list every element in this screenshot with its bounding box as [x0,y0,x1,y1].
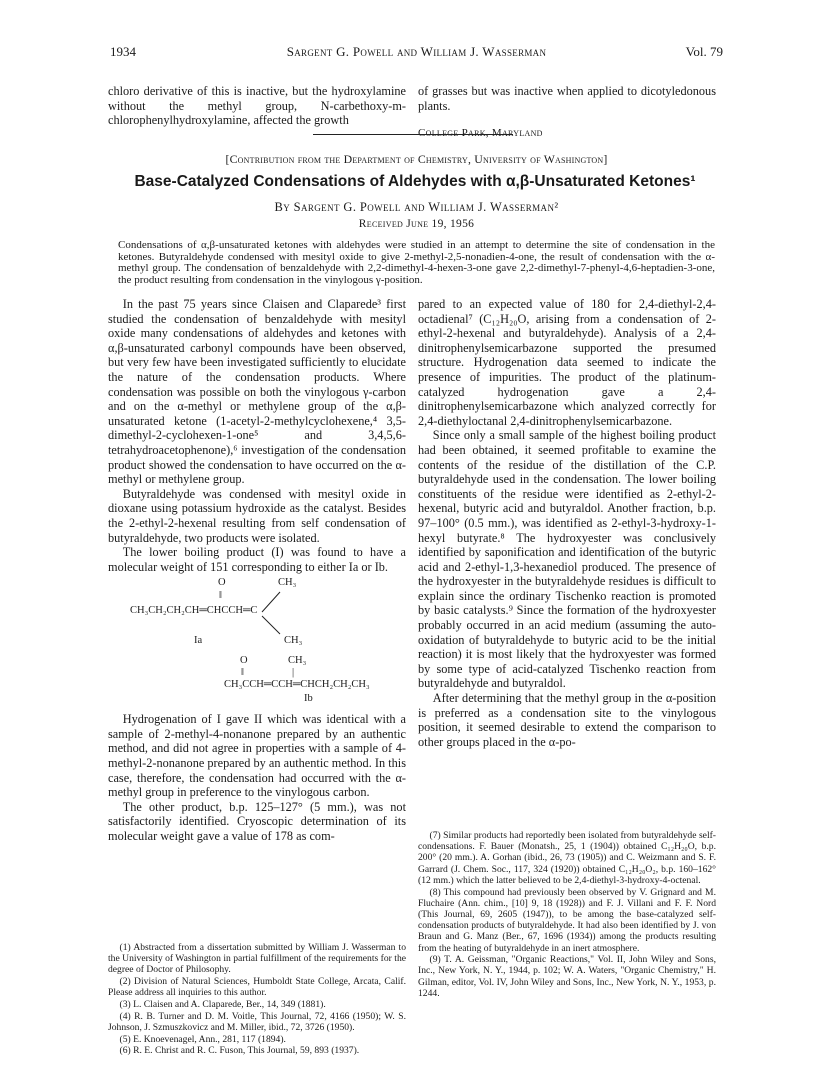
ia-methyl-top: CH₃ [278,577,297,589]
continuation-text-left: chloro derivative of this is inactive, but the hydroxylamine without the methyl group, N-carbethoxy-m-chlorophenylhydroxylamine, affected the growth [108,84,406,128]
ia-oxygen: O [218,577,226,589]
top-left-continuation [108,72,406,140]
ib-formula: CH₃CCH═CCH═CHCH₂CH₂CH₃ [224,679,370,691]
volume-number: Vol. 79 [685,44,723,59]
contribution-line: [Contribution from the Department of Chemistry, University of Washington] [225,152,608,166]
ib-oxygen: O [240,655,248,667]
footnote: (7) Similar products had reportedly been isolated from butyraldehyde self-condensations. F. Bauer (Monatsh., 25, 1 (1904)) obtained C₁₂H₂₀O, b.p. 200° (20 mm.). A. Gorhan (ibid., 26, 73 (1905)) and C. Weizmann and S. F. Garrard (J. Chem. Soc., 117, 324 (1920)) obtained C₁₂H₂₀O₂, b.p. 160–162° (12 mm.) which the latter believed to be 2,4-diethyl-3-hydroxy-4-octenal. [418,830,716,886]
paragraph: Butyraldehyde was condensed with mesityl oxide in dioxane using potassium hydroxide as the catalyst. Besides the 2-ethyl-2-hexenal resulting from self condensation of butyraldehyde, two products were isolated. [108,486,406,545]
right-column [418,297,716,749]
footnote: (9) T. A. Geissman, "Organic Reactions," Vol. II, John Wiley and Sons, Inc., New York, N. Y., 1944, p. 102; W. A. Waters, "Organic Chemistry," H. Gilman, editor, Vol. IV, John Wiley and Sons, Inc., New York, N. Y., 1953, p. 1244. [418,954,716,999]
running-header [110,44,723,62]
footnotes-left [108,942,406,1057]
ia-branch-bonds [258,588,288,638]
paragraph: Since only a small sample of the highest boiling product had been obtained, it seemed profitable to examine the contents of the residue of the distillation of the C.P. butyraldehyde used in the condensation. The lower boiling constituents of the residue were identified as 2-ethyl-2-hexenal, butyric acid and butyraldol. Another fraction, b.p. 97–100° (0.5 mm.), was identified as 2-ethyl-3-hydroxy-1-hexyl butyrate.⁸ The hydroxyester was conclusively identified by saponification and identification of the butyric acid and 2-ethyl-1,3-hexanediol produced. The presence of the hydroxyester in the butyraldehyde residues is difficult to explain since the ordinary Tischenko reaction is promoted by basic catalysts.⁹ Since the formation of the hydroxyester probably occurred in an acid medium (assuming the auto-oxidation of butyraldehyde to butyric acid to be the initial reaction) it is most likely that the hydroxyester was formed by some type of acid-catalyzed Tischenko reaction from butyraldehyde and butyraldol. [418,428,716,691]
paragraph: Hydrogenation of I gave II which was identical with a sample of 2-methyl-4-nonanone prepared by an authentic method, and did not agree in properties with a sample of 4-methyl-2-nonanone prepared by an authentic method. In this case, therefore, the condensation had occurred with the α-methyl group in preference to the vinylogous carbon. [108,712,406,800]
footnote: (6) R. E. Christ and R. C. Fuson, This Journal, 59, 893 (1937). [119,1045,360,1057]
paragraph: In the past 75 years since Claisen and Claparede³ first studied the condensation of benzaldehyde with mesityl oxide many condensations of aldehydes and ketones with α,β-unsaturated carbonyl compounds have been observed, but very few have been investigated sufficiently to elucidate the nature of the condensation products. Where condensation was possible on both the vinylogous γ-carbon and on the α-methyl or methylene group of the α,β-unsaturated ketone (1-acetyl-2-methylcyclohexene,⁴ 3,5-dimethyl-2-cyclohexen-1-one⁵ and 3,4,5,6-tetrahydroacetophenone),⁶ investigation of the condensation product showed the condensation to have occurred on the α-methyl or methylene group. [108,297,406,487]
page-number: 1934 [110,44,136,59]
footnote: (4) R. B. Turner and D. M. Voitle, This Journal, 72, 4166 (1950); W. S. Johnson, J. Szmuszkovicz and M. Miller, ibid., 72, 3726 (1950). [108,1010,406,1033]
section-divider [313,134,513,135]
footnote: (2) Division of Natural Sciences, Humboldt State College, Arcata, Calif. Please address all inquiries to this author. [108,976,406,999]
top-right-continuation [418,72,716,151]
article-byline: By Sargent G. Powell and William J. Wasserman² [274,200,559,214]
ia-double-bond: ‖ [219,590,222,602]
ib-single-bond: | [292,667,295,679]
ib-label: Ib [304,693,313,705]
running-authors: Sargent G. Powell and William J. Wasserman [286,44,547,59]
article-title: Base-Catalyzed Condensations of Aldehydes with α,β-Unsaturated Ketones¹ [134,173,696,190]
paragraph: pared to an expected value of 180 for 2,4-diethyl-2,4-octadienal⁷ (C₁₂H₂₀O, arising from a condensation of 2-ethyl-2-hexenal and butyraldehyde). Analysis of a 2,4-dinitrophenylsemicarbazone supported the presumed structure. Hydrogenation data seemed to indicate the presence of impurities. The product of the platinum-catalyzed hydrogenation gave a 2,4-dinitrophenylsemicarbazone which analyzed correctly for 2,4-diethyloctanal 2,4-dinitrophenylsemicarbazone. [418,297,716,428]
footnote: (3) L. Claisen and A. Claparede, Ber., 14, 349 (1881). [119,999,326,1011]
footnote: (1) Abstracted from a dissertation submitted by William J. Wasserman to the University of Washington in partial fulfillment of the requirements for the degree of Doctor of Philosophy. [108,942,406,976]
ib-double-bond: ‖ [241,667,244,679]
paragraph: The lower boiling product (I) was found to have a molecular weight of 151 corresponding to either Ia or Ib. [108,545,406,574]
abstract: Condensations of α,β-unsaturated ketones with aldehydes were studied in an attempt to determine the site of condensation in the ketones. Butyraldehyde condensed with mesityl oxide to give 2-methyl-2,5-nonadien-4-one, the result of condensation with the α-methyl group. The condensation of benzaldehyde with 2,2-dimethyl-4-hexen-3-one gave 2,2-dimethyl-7-phenyl-4,6-heptadien-3-one, the product resulting from condensation in the vinylogous γ-position. [118,239,715,286]
footnote: (5) E. Knoevenagel, Ann., 281, 117 (1894). [119,1033,286,1045]
paragraph: After determining that the methyl group in the α-position is preferred as a condensation site to the vinylogous position, it seemed desirable to extend the comparison to other groups placed in the α-po- [418,691,716,749]
institution-address: College Park, Maryland [418,126,543,139]
ib-methyl: CH₃ [288,655,307,667]
footnotes-right [418,830,716,1000]
paragraph: The other product, b.p. 125–127° (5 mm.), was not satisfactorily identified. Cryoscopic determination of its molecular weight gave a value of 178 as com- [108,799,406,844]
footnote: (8) This compound had previously been observed by V. Grignard and M. Fluchaire (Ann. chim., [10] 9, 18 (1928)) and F. J. Villani and F. F. Nord (This Journal, 69, 2605 (1947)), to be among the base-catalyzed self-condensation products of butyraldehyde. It had also been identified by J. von Braun and G. Manz (Ber., 67, 1696 (1934)) among the products resulting from the heating of butyraldehyde in an inert atmosphere. [418,886,716,954]
continuation-text-right: of grasses but was inactive when applied to dicotyledonous plants. [418,84,716,113]
ia-label: Ia [194,635,203,647]
left-column [108,297,406,844]
received-date: Received June 19, 1956 [358,218,475,230]
ia-formula: CH₃CH₂CH₂CH═CHCCH═C [130,605,258,617]
ia-methyl-bottom: CH₃ [284,635,303,647]
chemical-structures [108,574,406,786]
